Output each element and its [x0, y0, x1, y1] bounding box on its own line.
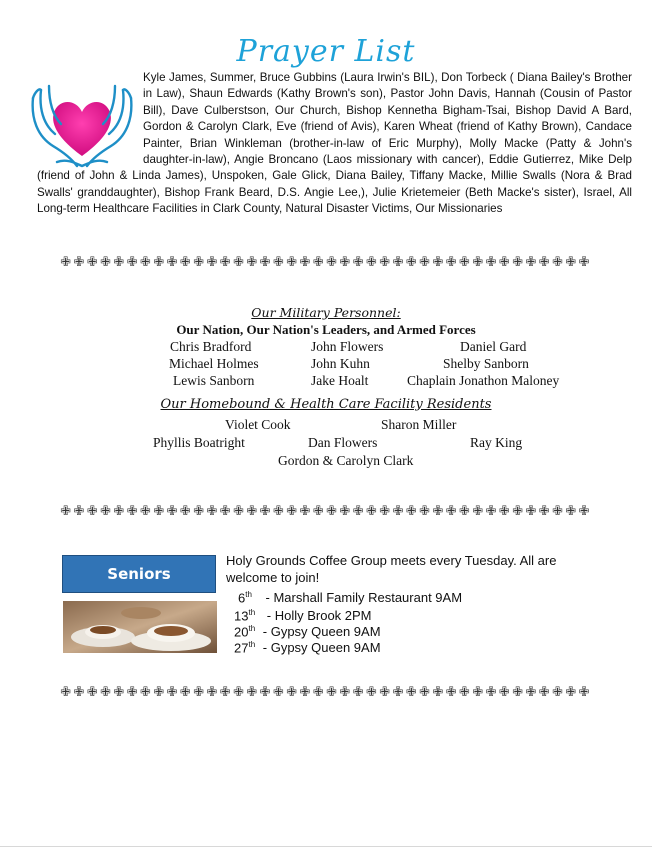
- military-name: Daniel Gard: [460, 339, 527, 354]
- military-name: Shelby Sanborn: [443, 356, 529, 371]
- military-name: Chaplain Jonathon Maloney: [407, 373, 560, 388]
- schedule-day: 27: [234, 640, 249, 656]
- military-name: Michael Holmes: [169, 356, 259, 371]
- page-divider: [0, 846, 652, 847]
- schedule-day-suffix: th: [248, 640, 256, 649]
- schedule-text: - Gypsy Queen 9AM: [262, 624, 381, 640]
- schedule-day-suffix: th: [245, 590, 252, 599]
- schedule-day: 13: [234, 608, 249, 624]
- cross-divider-middle: ✙✙✙✙✙✙✙✙✙✙✙✙✙✙✙✙✙✙✙✙✙✙✙✙✙✙✙✙✙✙✙✙✙✙✙✙✙✙✙✙: [60, 504, 592, 519]
- military-name: John Kuhn: [311, 356, 370, 371]
- military-section-title: Our Military Personnel:: [251, 305, 401, 320]
- schedule-item: [234, 640, 381, 655]
- schedule-item: [238, 590, 462, 605]
- cross-divider-bottom: ✙✙✙✙✙✙✙✙✙✙✙✙✙✙✙✙✙✙✙✙✙✙✙✙✙✙✙✙✙✙✙✙✙✙✙✙✙✙✙✙: [60, 685, 592, 700]
- military-name: Jake Hoalt: [311, 373, 369, 388]
- schedule-item: [234, 624, 381, 639]
- schedule-day: 20: [234, 624, 249, 640]
- schedule-day-suffix: th: [248, 608, 256, 617]
- military-name: John Flowers: [311, 339, 384, 354]
- prayer-list-text: [37, 70, 632, 218]
- schedule-text: - Marshall Family Restaurant 9AM: [265, 590, 463, 606]
- schedule-day-suffix: th: [248, 624, 256, 633]
- coffee-group-intro: Holy Grounds Coffee Group meets every Tuesday. All are welcome to join!: [226, 553, 557, 585]
- schedule-text: - Gypsy Queen 9AM: [262, 640, 381, 656]
- coffee-cup-image: [63, 601, 217, 653]
- homebound-name: Gordon & Carolyn Clark: [278, 453, 414, 468]
- homebound-section-title: Our Homebound & Health Care Facility Residents: [160, 397, 492, 412]
- military-name: Lewis Sanborn: [173, 373, 255, 388]
- prayer-list-names: Kyle James, Summer, Bruce Gubbins (Laura Irwin's BIL), Don Torbeck ( Diana Bailey's Brother in Law), Shaun Edwards (Kathy Brown's son), Pastor John Davis, Hannah (Cousin of Pastor Bill), Dave Culberstson, Our Church, Bishop Kennetha Bigham-Tsai, Bishop David A Bard, Gordon & Carolyn Clark, Eve (friend of Avis), Karen Wheat (friend of Kathy Brown), Candace Painter, Brian Winkleman (brother-in-law of Eric Murphy), Molly Macke (Patty & John's daughter-in-law), Angie Broncano (Laos missionary with cancer), Eddie Gutierrez, Mike Delp (friend of John & Linda James), Unspoken, Gale Glick, Diana Bailey, Tiffany Macke, Millie Swalls (Nora & Brad Swalls' granddaughter), Bishop Frank Beard, D.S. Angie Lee,), Julie Krietemeier (Beth Macke's sister), Israel, All Long-term Healthcare Facilities in Clark County, Natural Disaster Victims, Our Missionaries: [37, 71, 632, 216]
- homebound-name: Phyllis Boatright: [153, 435, 245, 450]
- homebound-name: Violet Cook: [225, 417, 291, 432]
- military-section-subtitle: Our Nation, Our Nation's Leaders, and Armed Forces: [176, 322, 476, 337]
- seniors-badge: Seniors: [62, 555, 216, 593]
- homebound-name: Sharon Miller: [381, 417, 457, 432]
- homebound-name: Ray King: [470, 435, 523, 450]
- cross-divider-top: ✙✙✙✙✙✙✙✙✙✙✙✙✙✙✙✙✙✙✙✙✙✙✙✙✙✙✙✙✙✙✙✙✙✙✙✙✙✙✙✙: [60, 255, 592, 270]
- schedule-item: [234, 608, 372, 623]
- schedule-day: 6: [238, 590, 246, 606]
- homebound-name: Dan Flowers: [308, 435, 378, 450]
- page-title: Prayer List: [236, 34, 416, 69]
- military-name: Chris Bradford: [170, 339, 252, 354]
- schedule-text: - Holly Brook 2PM: [266, 608, 372, 624]
